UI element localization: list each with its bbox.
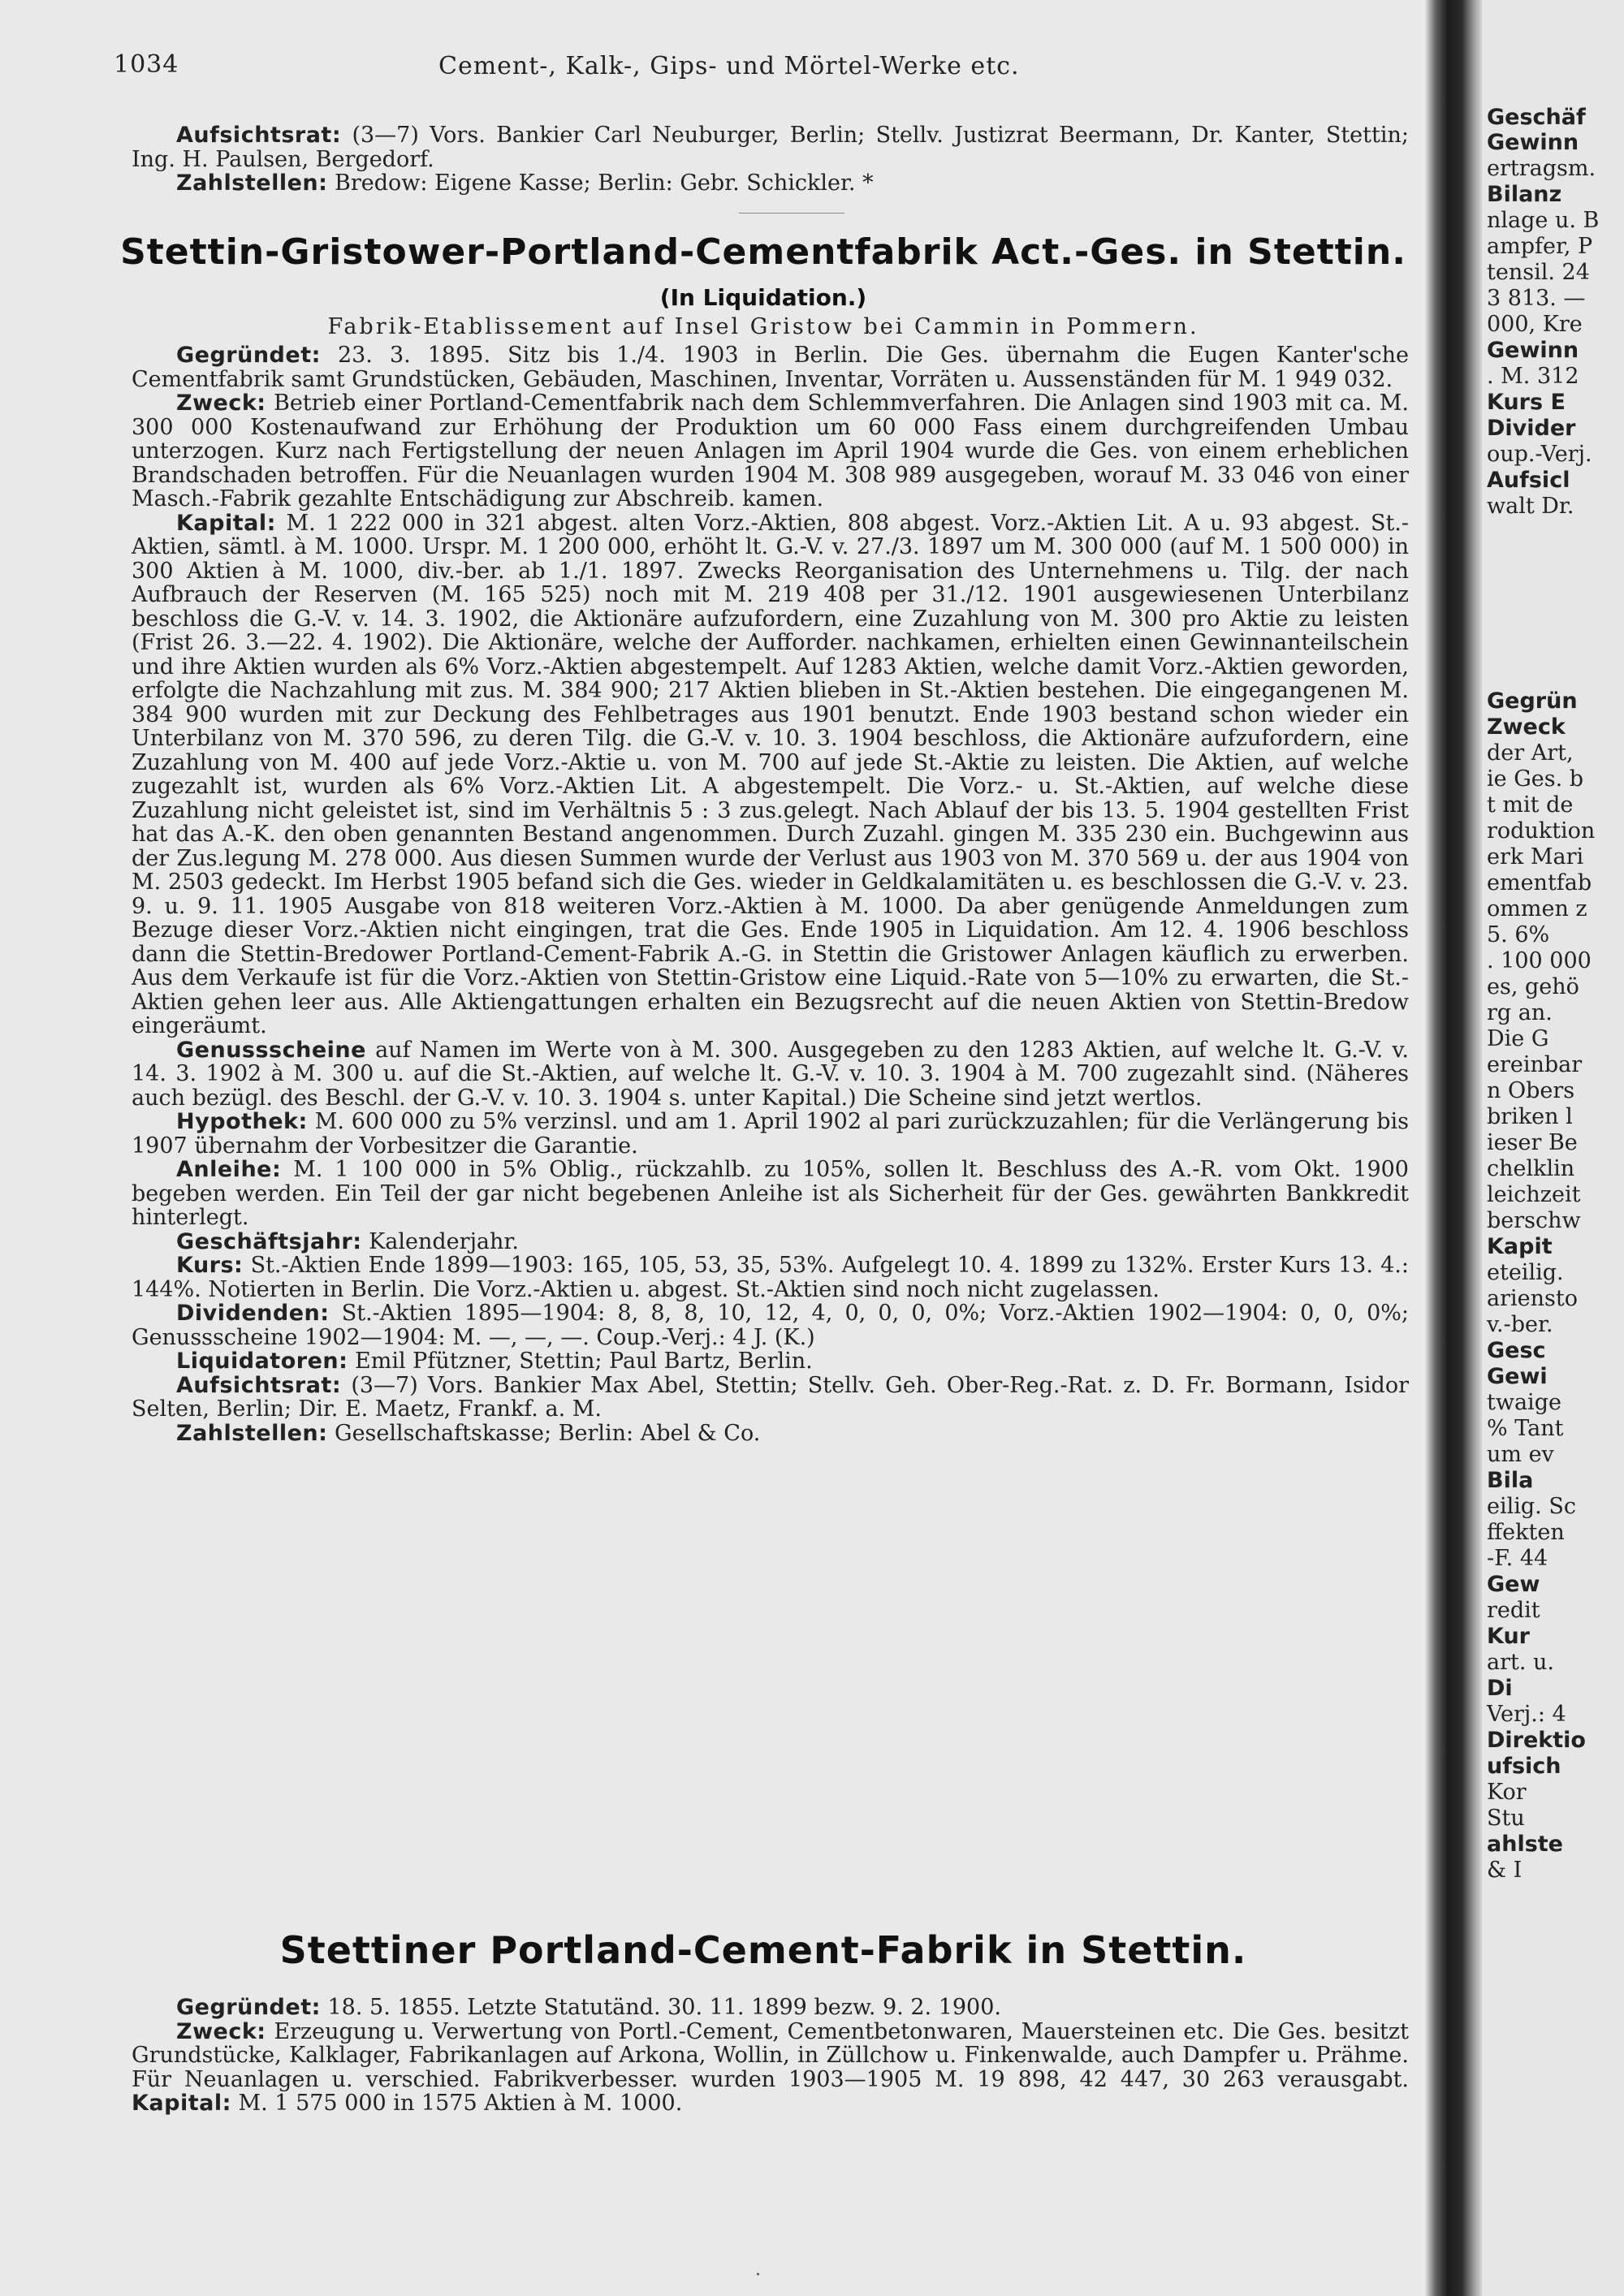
entry-paragraph [132,1349,1409,1374]
running-title: Cement-, Kalk-, Gips- und Mörtel-Werke etc. [438,52,1020,80]
facing-page-text-fragment: es, gehö [1487,974,1579,999]
entry-paragraph [132,1254,1409,1301]
entry-paragraph [132,511,1409,1038]
facing-page-text-fragment: walt Dr. [1487,494,1574,519]
facing-page-text-fragment: Stu [1487,1806,1525,1831]
field-label: Geschäftsjahr: [176,1228,362,1254]
company-title-gristow: Stettin-Gristower-Portland-Cementfabrik Act.-Ges. in Stettin. [120,231,1406,273]
field-text: M. 600 000 zu 5% verzinsl. und am 1. April 1902 al pari zurückzuzahlen; für die Verlängerung bis 1907 übernahm der Vorbesitzer die Garantie. [132,1109,1409,1159]
company-entry-gristow [132,343,1409,1445]
field-label: Anleihe: [176,1157,282,1182]
field-text: M. 1 222 000 in 321 abgest. alten Vorz.-Aktien, 808 abgest. Vorz.-Aktien Lit. A u. 93 abgest. St.-Aktien, sämtl. à M. 1000. Urspr. M. 1 200 000, erhöht lt. G.-V. v. 27./3. 1897 um M. 300 000 (auf M. 1 500 000) in 300 Aktien à M. 1000, div.-ber. ab 1./1. 1897. Zwecks Reorganisation des Unternehmens u. Tilg. der nach Aufbrauch der Reserven (M. 165 525) noch mit M. 219 408 per 31./12. 1901 ausgewiesenen Unterbilanz beschloss die G.-V. v. 14. 3. 1902, die Aktionäre aufzufordern, eine Zuzahlung von M. 300 pro Aktie zu leisten (Frist 26. 3.—22. 4. 1902). Die Aktionäre, welche der Aufforder. nachkamen, erhielten einen Gewinnanteilschein und ihre Aktien wurden als 6% Vorz.-Aktien abgestempelt. Auf 1283 Aktien, welche damit Vorz.-Aktien geworden, erfolgte die Nachzahlung mit zus. M. 384 900; 217 Aktien blieben in St.-Aktien bestehen. Die eingegangenen M. 384 900 wurden mit zur Deckung des Fehlbetrages aus 1901 benutzt. Ende 1903 bestand schon wieder ein Unterbilanz von M. 370 596, zu deren Tilg. die G.-V. v. 10. 3. 1904 beschloss, die Aktionäre aufzufordern, eine Zuzahlung von M. 400 auf jede Vorz.-Aktie u. von M. 700 auf jede St.-Aktie zu leisten. Die Aktien, auf welche zugezahlt ist, wurden als 6% Vorz.-Aktien Lit. A abgestempelt. Die Vorz.- u. St.-Aktien, auf welche diese Zuzahlung nicht geleistet ist, sind im Verhältnis 5 : 3 zus.gelegt. Nach Ablauf der bis 13. 5. 1904 gestellten Frist hat das A.-K. den oben genannten Bestand angenommen. Durch Zuzahl. gingen M. 335 230 ein. Buchgewinn aus der Zus.legung M. 278 000. Aus diesen Summen wurde der Verlust aus 1903 von M. 370 569 u. der aus 1904 von M. 2503 gedeckt. Im Herbst 1905 befand sich die Ges. wieder in Geldkalamitäten u. es beschlossen die G.-V. v. 23. 9. u. 9. 11. 1905 Ausgabe von 818 weiteren Vorz.-Aktien à M. 1000. Da aber genügende Anmeldungen zum Bezuge dieser Vorz.-Aktien nicht eingingen, trat die Ges. Ende 1905 in Liquidation. Am 12. 4. 1906 beschloss dann die Stettin-Bredower Portland-Cement-Fabrik A.-G. in Stettin die Gristower Anlagen käuflich zu erwerben. Aus dem Verkaufe ist für die Vorz.-Aktien von Stettin-Gristow eine Liquid.-Rate von 5—10% zu erwarten, die St.-Aktien gehen leer aus. Alle Aktiengattungen erhalten ein Bezugsrecht auf die neuen Aktien von Stettin-Bredow eingeräumt. [132,510,1409,1038]
facing-page-text-fragment: -F. 44 [1487,1546,1548,1571]
facing-page-text-fragment: Gewi [1487,1364,1548,1389]
facing-page-text-fragment: um ev [1487,1442,1554,1467]
facing-page-text-fragment: der Art, [1487,740,1574,766]
facing-page-text-fragment: Bila [1487,1468,1534,1493]
facing-page-text-fragment: ementfab [1487,870,1592,896]
facing-page-text-fragment: n Obers [1487,1078,1575,1103]
facing-page-text-fragment: ieser Be [1487,1130,1578,1155]
facing-page-text-fragment: Kor [1487,1780,1527,1805]
prev-aufsichtsrat-label: Aufsichtsrat: [176,123,342,148]
section-divider [739,213,844,214]
facing-page-text-fragment: t mit de [1487,792,1574,818]
facing-page-text-fragment: briken l [1487,1104,1573,1129]
field-text: Kalenderjahr. [369,1228,519,1254]
field-label: Genussscheine [176,1037,366,1063]
facing-page-text-fragment: ommen z [1487,896,1587,921]
facing-page-text-fragment: eilig. Sc [1487,1494,1576,1519]
field-label: Liquidatoren: [176,1349,348,1374]
facing-page-text-fragment: Verj.: 4 [1487,1702,1566,1727]
facing-page-text-fragment: erk Mari [1487,844,1584,870]
entry-paragraph [132,2020,1409,2116]
entry-paragraph [132,1230,1409,1254]
field-text: (3—7) Vors. Bankier Max Abel, Stettin; Stellv. Geh. Ober-Reg.-Rat. z. D. Fr. Bormann, Isidor Selten, Berlin; Dir. E. Maetz, Frankf. a. M. [132,1372,1409,1422]
field-text: St.-Aktien 1895—1904: 8, 8, 8, 10, 12, 4, 0, 0, 0, 0%; Vorz.-Aktien 1902—1904: 0, 0, 0%; Genussscheine 1902—1904: M. —, —, —. Coup.-Verj.: 4 J. (K.) [132,1301,1409,1350]
facing-page-text-fragment: chelklin [1487,1156,1575,1181]
facing-page-text-fragment: twaige [1487,1390,1561,1415]
facing-page-text-fragment: roduktion [1487,818,1596,844]
facing-page-text-fragment: ariensto [1487,1286,1578,1311]
facing-page-text-fragment: Di [1487,1676,1513,1701]
facing-page-text-fragment: Divider [1487,416,1576,441]
field-label: Gegründet: [176,343,321,368]
facing-page-text-fragment: Kur [1487,1624,1530,1649]
facing-page-text-fragment: ahlste [1487,1832,1563,1857]
facing-page-text-fragment: leichzeit [1487,1182,1581,1207]
facing-page-text-fragment: Kurs E [1487,390,1566,415]
facing-page-text-fragment: % Tant [1487,1416,1564,1441]
facing-page-text-fragment: . M. 312 [1487,364,1579,389]
facing-page-text-fragment: oup.-Verj. [1487,442,1592,467]
field-label: Dividenden: [176,1301,330,1326]
entry-paragraph [132,1422,1409,1446]
field-label: Gegründet: [176,1995,321,2020]
book-gutter [1425,0,1482,2296]
facing-page-text-fragment: Gewinn [1487,338,1579,363]
facing-page-text-fragment: v.-ber. [1487,1312,1553,1337]
entry-paragraph [132,1110,1409,1158]
liquidation-subtitle: (In Liquidation.) [659,284,867,311]
prev-zahlstellen-text: Bredow: Eigene Kasse; Berlin: Gebr. Schickler. * [335,170,874,196]
establishment-line: Fabrik-Etablissement auf Insel Gristow bei Cammin in Pommern. [327,314,1199,339]
facing-page-text-fragment: nlage u. B [1487,208,1600,233]
entry-paragraph [132,1374,1409,1422]
facing-page-text-fragment: ie Ges. b [1487,766,1584,792]
binding-mark: · [755,2265,761,2285]
facing-page-text-fragment: 5. 6% [1487,922,1550,947]
field-text: M. 1 575 000 in 1575 Aktien à M. 1000. [238,2091,683,2116]
facing-page-text-fragment: ffekten [1487,1520,1565,1545]
facing-page-text-fragment: 000, Kre [1487,312,1583,337]
facing-page-text-fragment: berschw [1487,1208,1581,1233]
page-header [114,50,1413,99]
facing-page-text-fragment: tensil. 24 [1487,260,1590,285]
facing-page-text-fragment: Zweck [1487,714,1566,740]
facing-page-text-fragment: Kapit [1487,1234,1553,1259]
page-number: 1034 [114,50,179,79]
field-label: Zahlstellen: [176,1420,328,1446]
field-text: auf Namen im Werte von à M. 300. Ausgegeben zu den 1283 Aktien, auf welche lt. G.-V. v. 14. 3. 1902 à M. 300 u. auf die St.-Aktien, auf welche lt. G.-V. v. 10. 3. 1904 à M. 700 zugezahlt sind. (Näheres auch bezügl. des Beschl. der G.-V. v. 10. 3. 1904 s. unter Kapital.) Die Scheine sind jetzt wertlos. [132,1037,1409,1111]
facing-page-text-fragment: Aufsicl [1487,468,1570,493]
facing-page-text-fragment: Gegrün [1487,688,1578,714]
field-text: 23. 3. 1895. Sitz bis 1./4. 1903 in Berlin. Die Ges. übernahm die Eugen Kanter'sche Cementfabrik samt Grundstücken, Gebäuden, Maschinen, Inventar, Vorräten u. Aussenständen für M. 1 949 032. [132,343,1409,392]
entry-paragraph [132,1996,1409,2020]
facing-page-text-fragment: Gesc [1487,1338,1546,1363]
facing-page-text-fragment: art. u. [1487,1650,1554,1675]
facing-page-text-fragment: ertragsm. [1487,156,1596,181]
company-title-stettiner: Stettiner Portland-Cement-Fabrik in Stettin. [279,1928,1247,1972]
entry-paragraph [132,1158,1409,1230]
facing-page-text-fragment: Gewinn [1487,130,1579,155]
field-label: Kurs: [176,1253,244,1278]
facing-page-text-fragment: ereinbar [1487,1052,1583,1077]
company-entry-stettiner [132,1996,1409,2116]
facing-page-text-fragment: eteilig. [1487,1260,1564,1285]
facing-page-text-fragment: Gew [1487,1572,1540,1597]
facing-page-text-fragment: ufsich [1487,1754,1561,1779]
facing-page-text-fragment: 3 813. — [1487,286,1586,311]
previous-entry-tail [132,123,1409,196]
facing-page-text-fragment: Bilanz [1487,182,1562,207]
facing-page-text-fragment: rg an. [1487,1000,1553,1025]
field-label: Aufsichtsrat: [176,1372,342,1398]
field-label: Kapital: [132,2091,231,2116]
field-text: Erzeugung u. Verwertung von Portl.-Cement, Cementbetonwaren, Mauersteinen etc. Die Ges. besitzt Grundstücke, Kalklager, Fabrikanlagen auf Arkona, Wollin, in Züllchow u. Finkenwalde, auch Dampfer u. Prähme. Für Neuanlagen u. verschied. Fabrikverbesser. wurden 1903—1905 M. 19 898, 42 447, 30 263 verausgabt. [132,2018,1409,2092]
field-label: Kapital: [176,510,276,536]
field-text: St.-Aktien Ende 1899—1903: 165, 105, 53, 35, 53%. Aufgelegt 10. 4. 1899 zu 132%. Erster Kurs 13. 4.: 144%. Notierten in Berlin. Die Vorz.-Aktien u. abgest. St.-Aktien sind noch nicht zugelassen. [132,1253,1409,1302]
facing-page-fragment [1482,0,1624,2296]
facing-page-text-fragment: & I [1487,1858,1522,1883]
field-text: M. 1 100 000 in 5% Oblig., rückzahlb. zu 105%, sollen lt. Beschluss des A.-R. vom Okt. 1900 begeben werden. Ein Teil der gar nicht begebenen Anleihe ist als Sicherheit für der Ges. gewährten Bankkredit hinterlegt. [132,1157,1409,1230]
facing-page-text-fragment: Die G [1487,1026,1549,1051]
field-text: Emil Pfützner, Stettin; Paul Bartz, Berlin. [355,1349,813,1374]
field-label: Hypothek: [176,1109,308,1134]
entry-paragraph [132,343,1409,391]
entry-paragraph [132,391,1409,511]
facing-page-text-fragment: Direktio [1487,1728,1586,1753]
field-text: Betrieb einer Portland-Cementfabrik nach dem Schlemmverfahren. Die Anlagen sind 1903 mit ca. M. 300 000 Kostenaufwand zur Erhöhung der Produktion um 60 000 Fass einem durchgreifenden Umbau unterzogen. Kurz nach Fertigstellung der neuen Anlagen im April 1904 wurde die Ges. von einem erheblichen Brandschaden betroffen. Für die Neuanlagen wurden 1904 M. 308 989 ausgegeben, worauf M. 33 046 von einer Masch.-Fabrik gezahlte Entschädigung zur Abschreib. kamen. [132,391,1409,511]
prev-zahlstellen-label: Zahlstellen: [176,170,328,196]
field-text: 18. 5. 1855. Letzte Statutänd. 30. 11. 1899 bezw. 9. 2. 1900. [327,1995,1001,2020]
field-label: Zweck: [176,391,266,416]
facing-page-text-fragment: . 100 000 [1487,948,1592,973]
facing-page-text-fragment: redit [1487,1598,1540,1623]
field-label: Zweck: [176,2018,266,2044]
prev-aufsichtsrat-text: (3—7) Vors. Bankier Carl Neuburger, Berlin; Stellv. Justizrat Beermann, Dr. Kanter, Stettin; Ing. H. Paulsen, Bergedorf. [132,123,1409,172]
facing-page-text-fragment: ampfer, P [1487,234,1593,259]
facing-page-text-fragment: Geschäf [1487,105,1586,130]
entry-paragraph [132,1301,1409,1349]
field-text: Gesellschaftskasse; Berlin: Abel & Co. [335,1420,761,1446]
entry-paragraph [132,1038,1409,1111]
